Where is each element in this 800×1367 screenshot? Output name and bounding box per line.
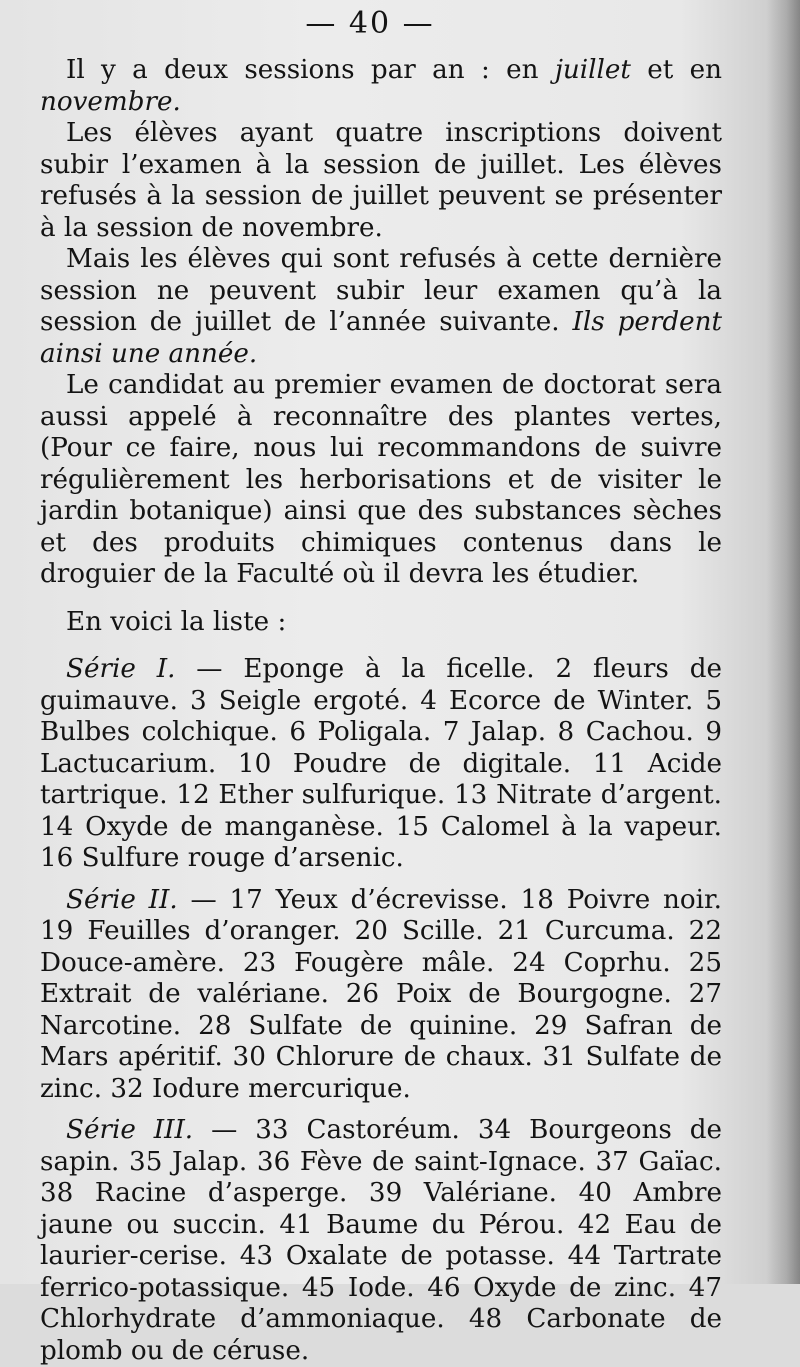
series-2 <box>40 885 722 1106</box>
paragraph-refuses <box>40 244 722 370</box>
series-3-label: Série III. <box>66 1115 194 1145</box>
paragraph-sessions-novembre: novembre. <box>40 86 181 117</box>
paragraph-inscriptions: Les élèves ayant quatre inscriptions doivent subir l’examen à la session de juillet. Les élèves refusés à la session de juillet peuvent se présenter à la session de novembre. <box>40 118 722 243</box>
series-2-label: Série II. <box>66 884 178 915</box>
paragraph-sessions <box>40 55 722 118</box>
paragraph-refuses-emphasis: Ils perdent ainsi une année. <box>40 307 722 369</box>
series-1-label: Série I. <box>66 654 176 684</box>
series-1 <box>40 654 722 875</box>
paragraph-sessions-text: Il y a deux sessions par an : en <box>66 55 555 85</box>
page-edge-shadow <box>766 0 800 1284</box>
paragraph-liste-intro: En voici la liste : <box>66 606 287 637</box>
paragraph-sessions-juillet: juillet <box>554 55 631 85</box>
page-text <box>40 55 722 1367</box>
paragraph-refuses-text: Mais les élèves qui sont refusés à cette dernière session ne peuvent subir leur examen qu’à la session de juillet de l’année suivante. <box>40 244 722 337</box>
paragraph-sessions-conj: et en <box>630 55 722 85</box>
page-number: — 40 — <box>305 6 435 41</box>
paragraph-candidat: Le candidat au premier evamen de doctorat sera aussi appelé à reconnaître des plantes vertes, (Pour ce faire, nous lui recommandons de suivre régulièrement les herborisations et de visiter le jardin botanique) ainsi que des substances sèches et des produits chimiques contenus dans le droguier de la Faculté où il devra les étudier. <box>40 370 722 589</box>
series-1-text: — Eponge à la ficelle. 2 fleurs de guimauve. 3 Seigle ergoté. 4 Ecorce de Winter. 5 Bulbes colchique. 6 Poligala. 7 Jalap. 8 Cachou. 9 Lactucarium. 10 Poudre de digitale. 11 Acide tartrique. 12 Ether sulfurique. 13 Nitrate d’argent. 14 Oxyde de manganèse. 15 Calomel à la vapeur. 16 Sulfure rouge d’arsenic. <box>40 654 722 873</box>
series-3 <box>40 1115 722 1367</box>
series-3-text: — 33 Castoréum. 34 Bourgeons de sapin. 35 Jalap. 36 Fève de saint-Ignace. 37 Gaïac. 38 Racine d’asperge. 39 Valériane. 40 Ambre jaune ou succin. 41 Baume du Pérou. 42 Eau de laurier-cerise. 43 Oxalate de potasse. 44 Tartrate ferrico-potassique. 45 Iode. 46 Oxyde de zinc. 47 Chlorhydrate d’ammoniaque. 48 Carbonate de plomb ou de céruse. <box>40 1115 723 1366</box>
series-2-text: — 17 Yeux d’écrevisse. 18 Poivre noir. 19 Feuilles d’oranger. 20 Scille. 21 Curcuma. 22 Douce-amère. 23 Fougère mâle. 24 Coprhu. 25 Extrait de valériane. 26 Poix de Bourgogne. 27 Narcotine. 28 Sulfate de quinine. 29 Safran de Mars apéritif. 30 Chlorure de chaux. 31 Sulfate de zinc. 32 Iodure mercurique. <box>40 884 722 1104</box>
